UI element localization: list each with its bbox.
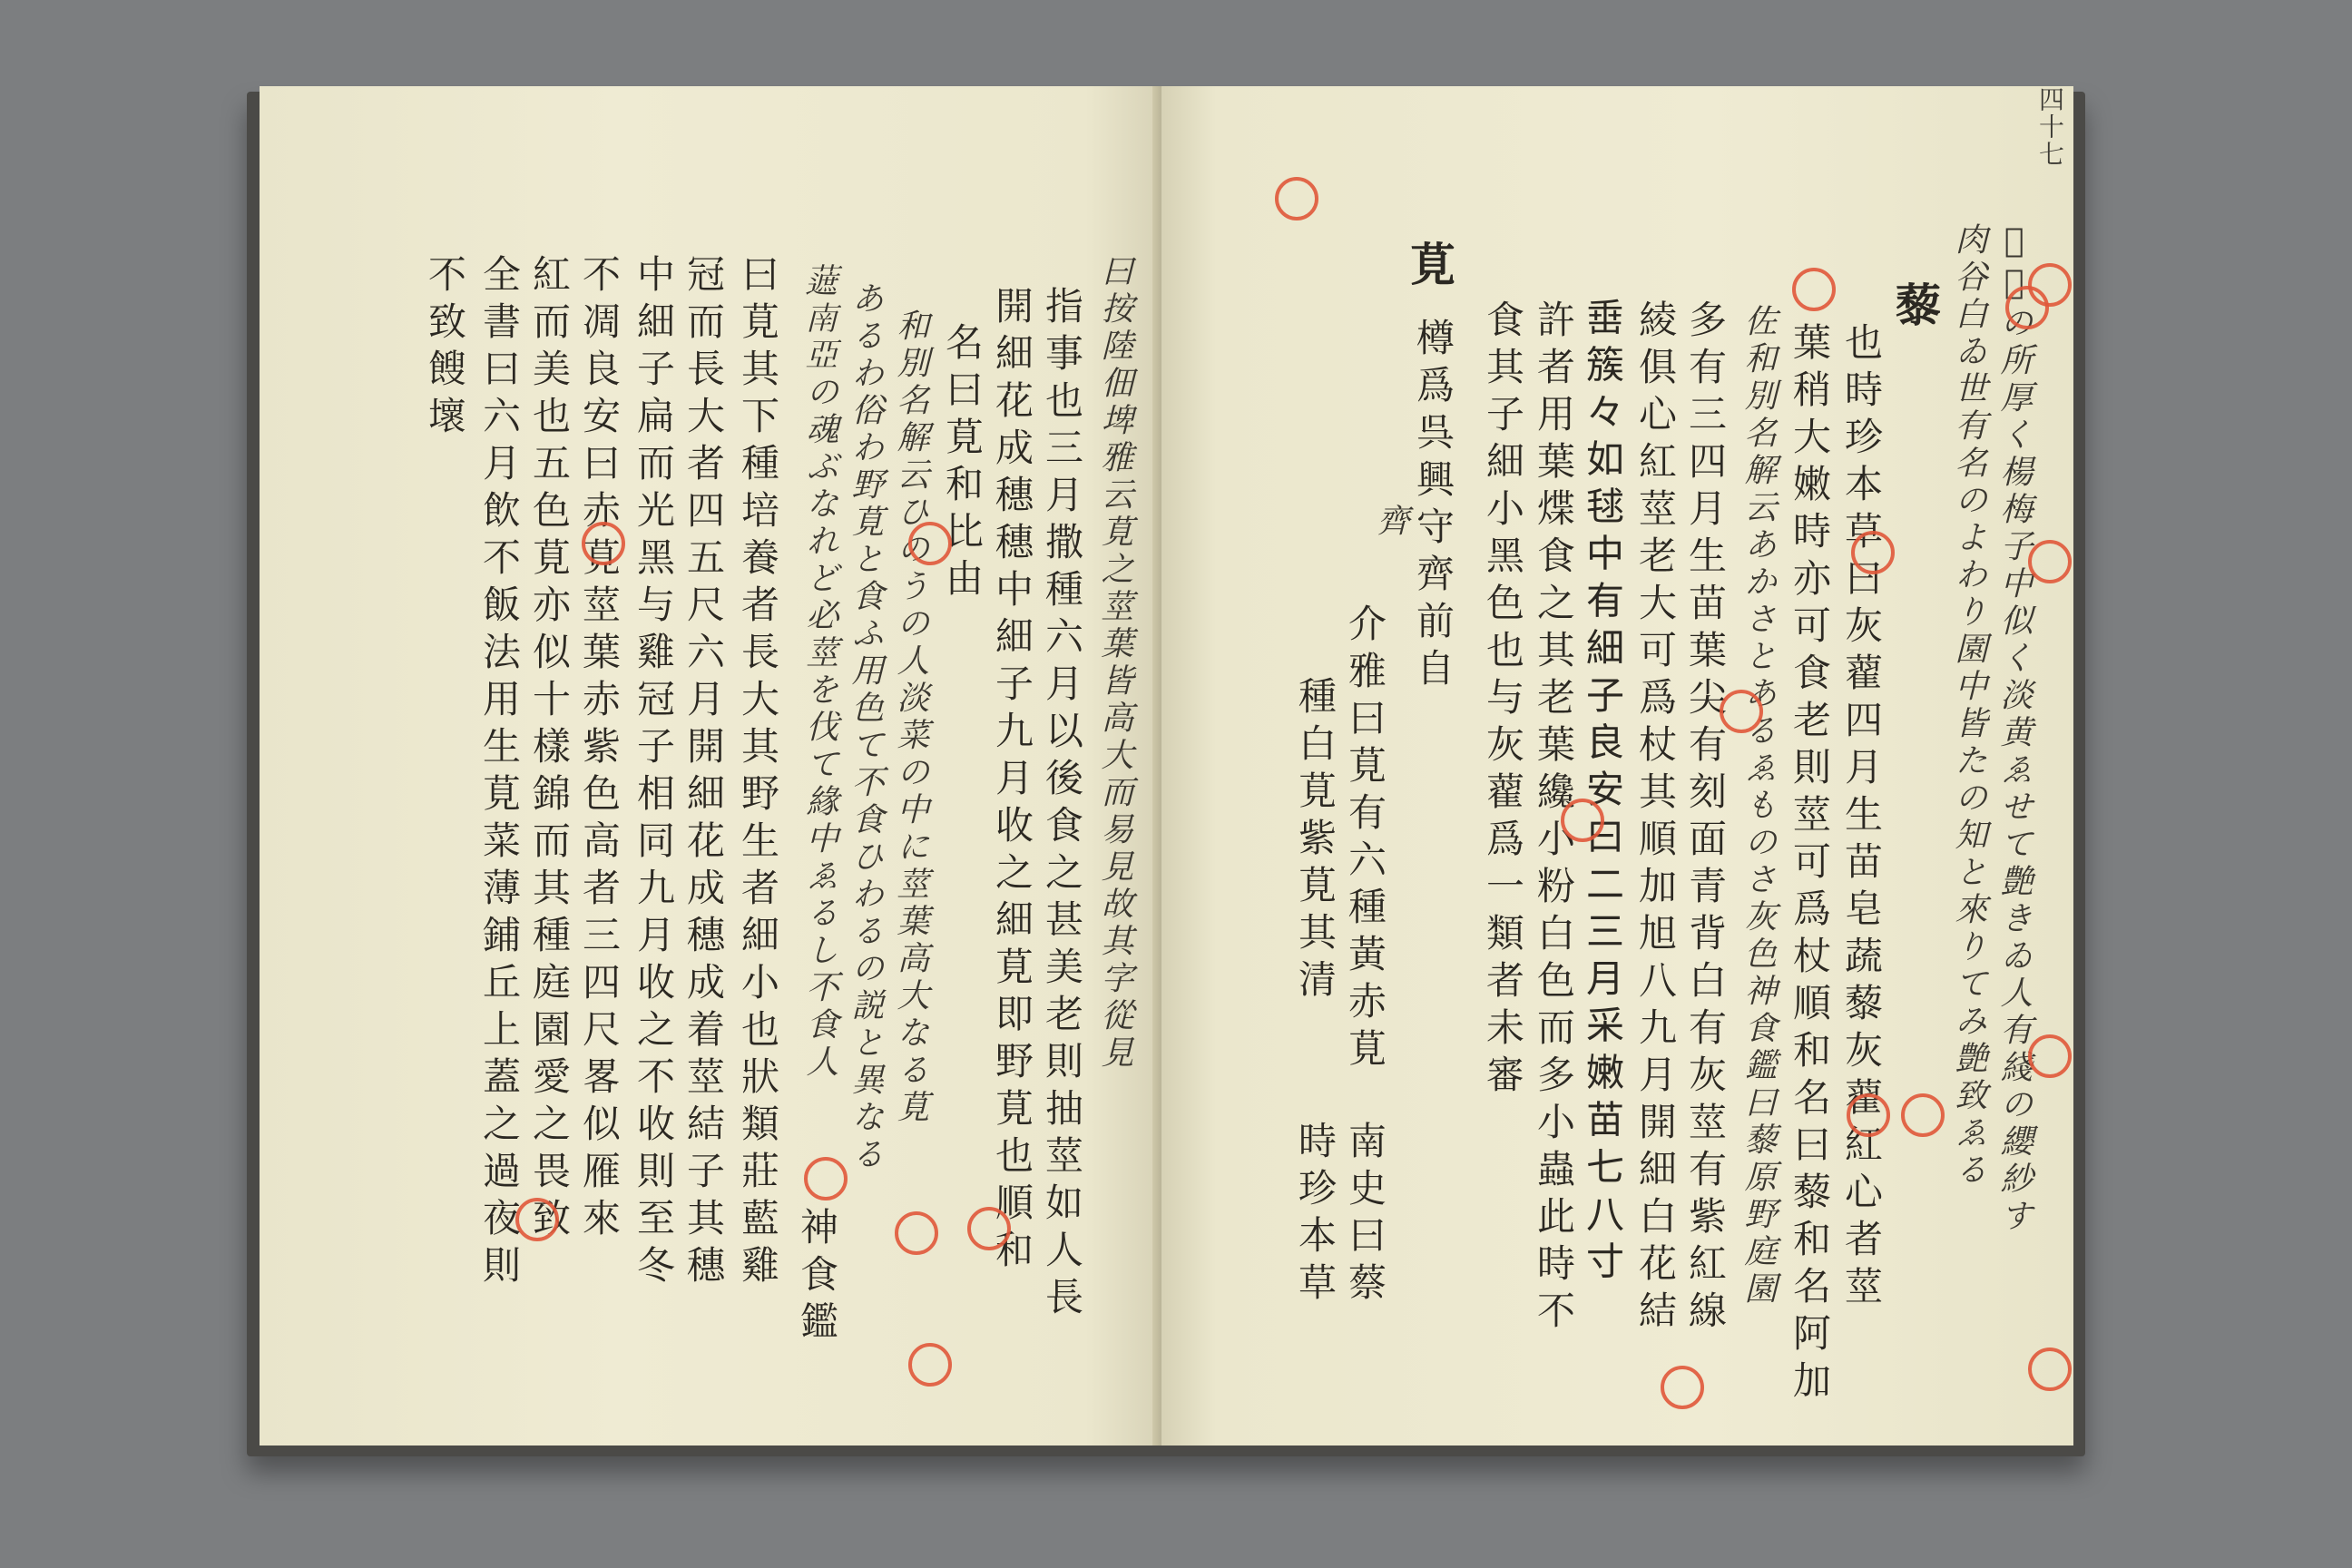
right-column-8: 綾俱心紅莖老大可爲杖其順加旭八九月開細白花結	[1633, 299, 1678, 1338]
left-column-15: 不致餿壞	[423, 254, 467, 443]
left-page	[260, 86, 1158, 1446]
left-column-12: 不凋良安曰赤莧莖葉赤紫色高者三四尺畧似雁來	[577, 254, 622, 1245]
red-circle-mark	[515, 1198, 559, 1241]
left-column-13: 紅而美也五色莧亦似十樣錦而其種庭園愛之畏致	[527, 254, 572, 1245]
red-circle-mark	[1275, 177, 1318, 220]
left-column-7: 𧀹南亞の魂ぶなれど必莖を伐て緣中ゑるし不食人	[801, 263, 838, 1082]
left-column-2: 指事也三月撒種六月以後食之甚美老則抽莖如人長	[1040, 286, 1084, 1324]
right-column-13: 樽爲呉興守齊前自	[1411, 318, 1455, 695]
red-circle-mark	[1847, 1093, 1890, 1137]
red-circle-mark	[908, 522, 952, 565]
right-column-15: 介雅曰莧有六種黃赤莧	[1343, 603, 1387, 1075]
left-column-10: 冠而長大者四五尺六月開細花成穗成着莖結子其穗	[681, 254, 726, 1292]
right-column-7: 多有三四月生苗葉尖有刻面青背白有灰莖有紫紅線	[1683, 299, 1728, 1338]
red-circle-mark	[582, 522, 625, 565]
red-circle-mark	[804, 1157, 848, 1200]
right-column-6: 佐和別名解云あかさとあるゑものさ灰色神食鑑曰藜原野庭園	[1740, 304, 1777, 1308]
red-circle-mark	[967, 1207, 1011, 1250]
red-circle-mark	[2005, 286, 2049, 329]
red-circle-mark	[2028, 540, 2072, 583]
left-column-3: 開細花成穗穗中細子九月收之細莧即野莧也順和	[990, 286, 1034, 1277]
right-page	[1161, 86, 2073, 1446]
left-column-9: 曰莧其下種培養者長大其野生者細小也狀類莊藍雞	[736, 254, 780, 1292]
red-circle-mark	[1661, 1366, 1704, 1409]
left-column-8: 神食鑑	[795, 1207, 839, 1348]
heading-xian: 莧	[1403, 240, 1456, 293]
red-circle-mark	[2028, 1348, 2072, 1391]
red-circle-mark	[1792, 268, 1836, 311]
left-column-11: 中細子扁而光黑与雞冠子相同九月收之不收則至冬	[632, 254, 676, 1292]
right-column-16: 種白莧紫莧其清	[1293, 676, 1338, 1006]
right-column-4: 也時珍本草曰灰藋四月生苗皂蔬藜灰藋紅心者莖	[1839, 322, 1884, 1313]
red-circle-mark	[1561, 799, 1604, 842]
red-circle-mark	[1851, 531, 1895, 574]
right-column-5: 葉稍大嫩時亦可食老則莖可爲杖順和名曰藜和名阿加	[1788, 322, 1832, 1407]
right-column-2: 肉谷白ゐ世有名のよわり園中皆たの知と來りてみ艶致ゑる	[1950, 222, 1987, 1190]
right-column-17: 南史曰蔡	[1343, 1121, 1387, 1309]
red-circle-mark	[2028, 1034, 2072, 1078]
right-column-1: 𧀟色の所厚く楊梅子中似く淡黄ゑせて艶きゐ人有綫の纓紗す	[1995, 222, 2033, 1236]
left-column-4: 名曰莧和比由	[940, 322, 985, 605]
left-column-5: 和別名解云ひのうの人淡菜の中に莖葉高大なる莧	[892, 309, 929, 1127]
red-circle-mark	[908, 1343, 952, 1387]
red-circle-mark	[1720, 690, 1763, 733]
right-column-11: 食其子細小黑色也与灰藋爲一類者未審	[1481, 299, 1525, 1102]
heading-li: 藜	[1888, 281, 1942, 334]
right-column-14: 齊	[1372, 504, 1409, 541]
open-book	[254, 86, 2078, 1456]
page-number: 四十七	[2035, 86, 2065, 168]
red-circle-mark	[1901, 1093, 1945, 1137]
right-column-10: 許者用葉煠食之其老葉纔小粉白色而多小蟲此時不	[1532, 299, 1576, 1338]
red-circle-mark	[895, 1211, 938, 1255]
left-column-6: あるわ俗わ野莧と食ふ用色て不食ひわるの説と異なる	[847, 281, 884, 1174]
right-column-9: 𡸁簇々如毬中有細子良安曰二三月采嫩苗七八寸	[1582, 299, 1626, 1290]
left-column-14: 全書曰六月飲不飯法用生莧菜薄鋪丘上蓋之過夜則	[477, 254, 522, 1292]
left-column-1: 曰按陸佃埤雅云莧之莖葉皆高大而易見故其字從見	[1096, 254, 1133, 1073]
right-column-18: 時珍本草	[1293, 1121, 1338, 1309]
